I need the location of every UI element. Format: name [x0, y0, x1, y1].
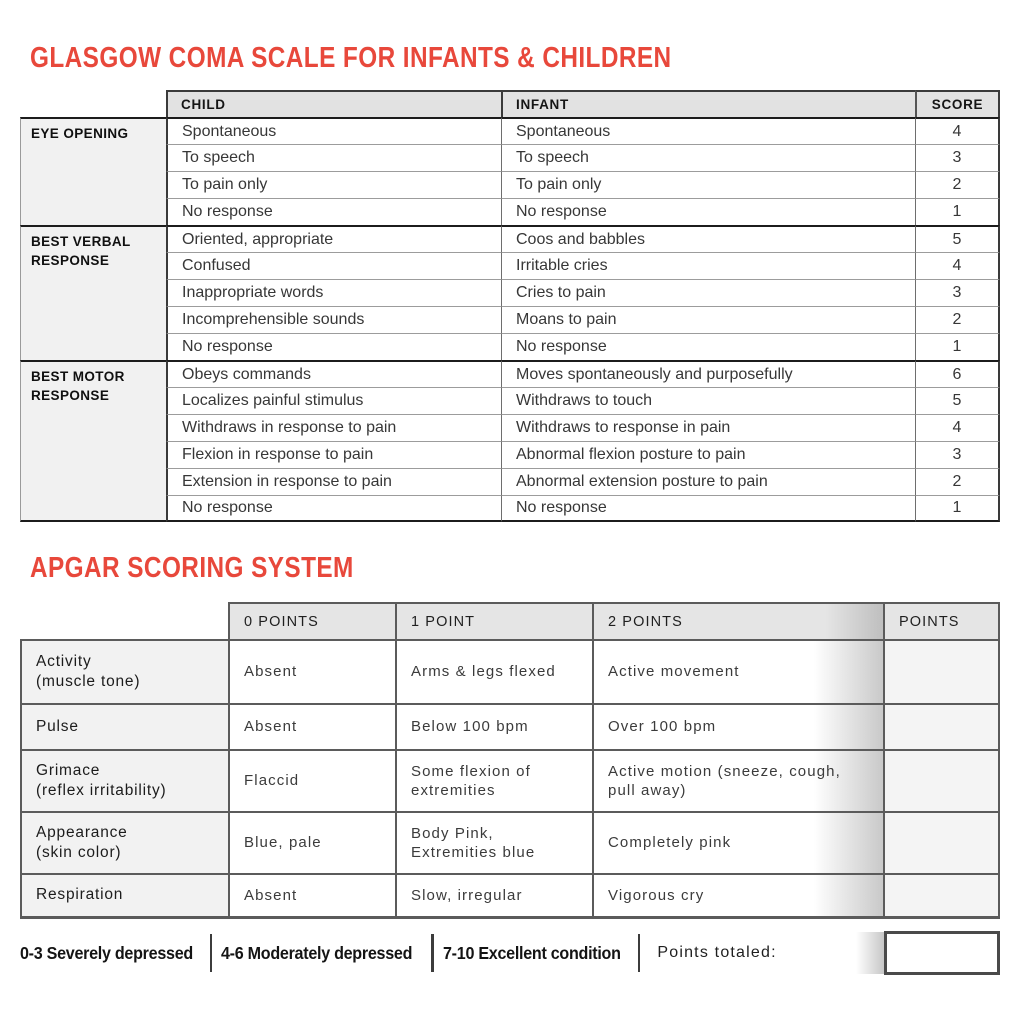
gcs-cell-child: No response	[166, 198, 501, 225]
apgar-cell-2pt: Active motion (sneeze, cough, pull away)	[592, 749, 883, 811]
gcs-cell-score: 3	[915, 144, 1000, 171]
gcs-cell-score: 1	[915, 333, 1000, 360]
gcs-cell-infant: No response	[501, 198, 915, 225]
apgar-row-label-text: Appearance	[36, 823, 128, 841]
gcs-cell-child: Withdraws in response to pain	[166, 414, 501, 441]
apgar-cell-0pt: Blue, pale	[228, 811, 395, 873]
gcs-cell-infant: Spontaneous	[501, 117, 915, 144]
gcs-cell-child: Extension in response to pain	[166, 468, 501, 495]
gcs-cell-score: 6	[915, 360, 1000, 387]
apgar-points-input-cell[interactable]	[883, 749, 1000, 811]
apgar-header-2-points: 2 POINTS	[592, 602, 883, 639]
gcs-cell-child: Oriented, appropriate	[166, 225, 501, 252]
apgar-title: APGAR SCORING SYSTEM	[30, 552, 354, 584]
gcs-cell-child: No response	[166, 495, 501, 522]
apgar-cell-2pt: Vigorous cry	[592, 873, 883, 919]
gcs-header-infant: INFANT	[501, 90, 915, 117]
gcs-cell-score: 4	[915, 414, 1000, 441]
gcs-cell-child: Inappropriate words	[166, 279, 501, 306]
gcs-cell-infant: No response	[501, 495, 915, 522]
apgar-score-legend	[20, 931, 1000, 975]
apgar-cell-1pt: Body Pink, Extremities blue	[395, 811, 592, 873]
gcs-cell-score: 2	[915, 306, 1000, 333]
apgar-row-label-activity	[20, 639, 228, 703]
gcs-table	[20, 90, 1000, 522]
apgar-cell-2pt: Active movement	[592, 639, 883, 703]
apgar-row-label-text: Activity	[36, 652, 92, 670]
gcs-cell-infant: Abnormal flexion posture to pain	[501, 441, 915, 468]
gcs-cell-child: No response	[166, 333, 501, 360]
apgar-points-input-cell[interactable]	[883, 703, 1000, 749]
apgar-cell-1pt: Arms & legs flexed	[395, 639, 592, 703]
legend-divider	[210, 934, 213, 972]
apgar-row-label-text: Pulse	[36, 717, 79, 735]
gcs-cell-infant: To pain only	[501, 171, 915, 198]
apgar-row-sublabel-text: (reflex irritability)	[36, 782, 167, 799]
gcs-cell-score: 5	[915, 225, 1000, 252]
gcs-cell-infant: Abnormal extension posture to pain	[501, 468, 915, 495]
gcs-cell-child: Obeys commands	[166, 360, 501, 387]
gcs-cell-child: To pain only	[166, 171, 501, 198]
apgar-cell-2pt: Over 100 bpm	[592, 703, 883, 749]
gcs-cell-score: 3	[915, 441, 1000, 468]
apgar-corner-cell	[20, 602, 228, 639]
apgar-points-input-cell[interactable]	[883, 811, 1000, 873]
gcs-cell-score: 2	[915, 468, 1000, 495]
legend-severely-depressed: 0-3 Severely depressed	[20, 942, 193, 963]
gcs-cell-infant: Cries to pain	[501, 279, 915, 306]
apgar-header-1-point: 1 POINT	[395, 602, 592, 639]
apgar-row-label-respiration	[20, 873, 228, 919]
legend-excellent-condition: 7-10 Excellent condition	[442, 942, 621, 963]
apgar-header-points: POINTS	[883, 602, 1000, 639]
apgar-cell-2pt: Completely pink	[592, 811, 883, 873]
apgar-cell-0pt: Flaccid	[228, 749, 395, 811]
apgar-cell-1pt: Some flexion of extremities	[395, 749, 592, 811]
gcs-cell-infant: Coos and babbles	[501, 225, 915, 252]
gcs-cell-score: 5	[915, 387, 1000, 414]
apgar-cell-0pt: Absent	[228, 639, 395, 703]
gcs-cell-child: Localizes painful stimulus	[166, 387, 501, 414]
gcs-cell-infant: Moans to pain	[501, 306, 915, 333]
gcs-corner-cell	[20, 90, 166, 117]
gcs-cell-child: Incomprehensible sounds	[166, 306, 501, 333]
gcs-cell-score: 1	[915, 198, 1000, 225]
apgar-points-input-cell[interactable]	[883, 873, 1000, 919]
legend-divider	[431, 934, 434, 972]
gcs-header-score: SCORE	[915, 90, 1000, 117]
legend-divider	[638, 934, 641, 972]
points-totaled-shadow	[856, 932, 884, 974]
gcs-section-label-best-verbal: BEST VERBAL RESPONSE	[20, 225, 166, 360]
apgar-cell-0pt: Absent	[228, 873, 395, 919]
gcs-cell-child: To speech	[166, 144, 501, 171]
gcs-cell-score: 4	[915, 117, 1000, 144]
apgar-row-sublabel-text: (skin color)	[36, 844, 122, 861]
gcs-section-label-best-motor: BEST MOTOR RESPONSE	[20, 360, 166, 522]
gcs-title: GLASGOW COMA SCALE FOR INFANTS & CHILDREN	[30, 42, 672, 74]
apgar-cell-1pt: Slow, irregular	[395, 873, 592, 919]
apgar-header-0-points: 0 POINTS	[228, 602, 395, 639]
gcs-cell-score: 2	[915, 171, 1000, 198]
gcs-cell-score: 3	[915, 279, 1000, 306]
gcs-cell-score: 4	[915, 252, 1000, 279]
gcs-cell-infant: Withdraws to touch	[501, 387, 915, 414]
gcs-cell-infant: Withdraws to response in pain	[501, 414, 915, 441]
gcs-header-child: CHILD	[166, 90, 501, 117]
gcs-cell-child: Flexion in response to pain	[166, 441, 501, 468]
gcs-cell-infant: No response	[501, 333, 915, 360]
points-totaled-input-box[interactable]	[884, 931, 1000, 975]
apgar-cell-1pt: Below 100 bpm	[395, 703, 592, 749]
apgar-row-label-pulse	[20, 703, 228, 749]
apgar-row-label-text: Respiration	[36, 886, 124, 904]
apgar-row-sublabel-text: (muscle tone)	[36, 673, 141, 690]
gcs-cell-infant: To speech	[501, 144, 915, 171]
gcs-cell-score: 1	[915, 495, 1000, 522]
gcs-cell-child: Confused	[166, 252, 501, 279]
gcs-cell-infant: Moves spontaneously and purposefully	[501, 360, 915, 387]
apgar-row-label-text: Grimace	[36, 761, 101, 779]
gcs-cell-infant: Irritable cries	[501, 252, 915, 279]
apgar-table	[20, 602, 1000, 919]
apgar-points-input-cell[interactable]	[883, 639, 1000, 703]
apgar-cell-0pt: Absent	[228, 703, 395, 749]
gcs-section-label-eye-opening: EYE OPENING	[20, 117, 166, 225]
apgar-row-label-grimace	[20, 749, 228, 811]
legend-moderately-depressed: 4-6 Moderately depressed	[221, 942, 413, 963]
gcs-cell-child: Spontaneous	[166, 117, 501, 144]
apgar-row-label-appearance	[20, 811, 228, 873]
points-totaled-label: Points totaled:	[657, 944, 777, 961]
